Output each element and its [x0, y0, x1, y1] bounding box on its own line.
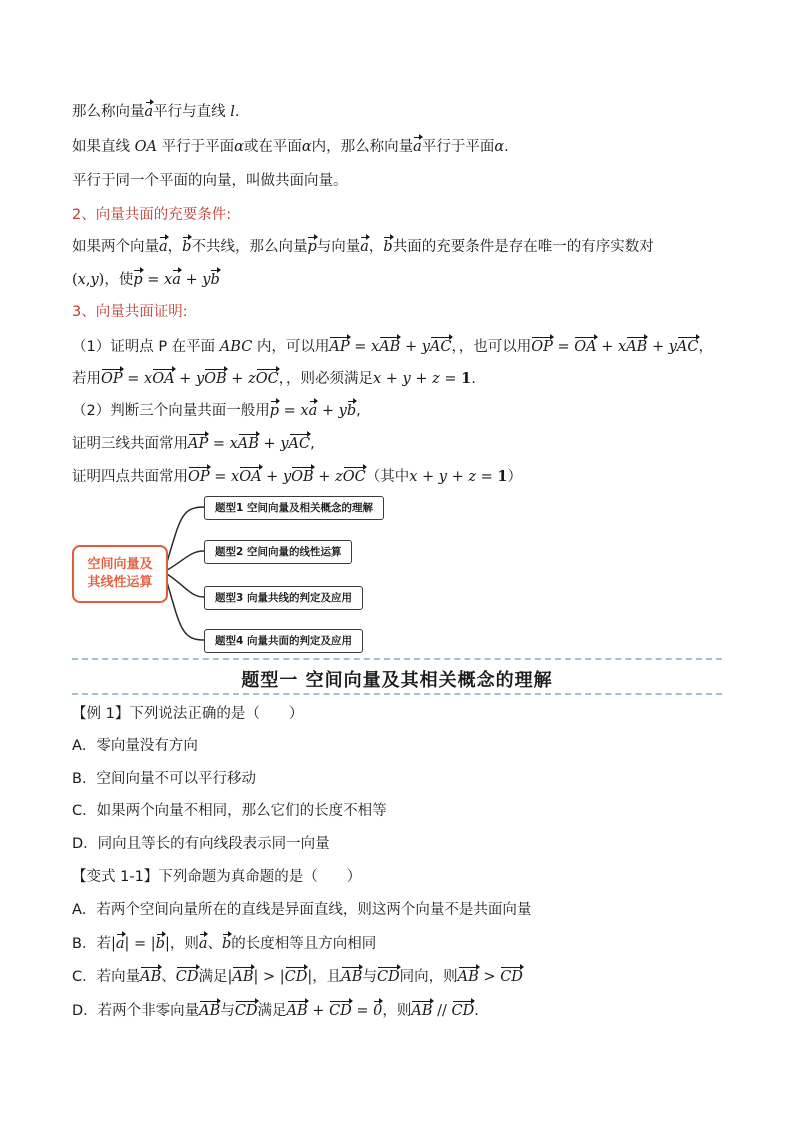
- text-line-8: （2）判断三个向量共面一般用p = xa + yb,: [72, 403, 361, 419]
- mindmap-center-node: [72, 545, 168, 603]
- text-line-10: 证明四点共面常用OP = xOA + yOB + zOC（其中x + y + z = 1）: [72, 468, 522, 485]
- text: 若用: [72, 371, 101, 387]
- text: 证明四点共面常用: [72, 469, 188, 485]
- text: ）: [507, 469, 522, 485]
- text: 平行于平面: [421, 139, 495, 155]
- text: （1）证明点 P 在平面: [72, 339, 216, 355]
- text: 的长度相等且方向相同: [231, 936, 377, 952]
- variant-1-1-option-c: C．若向量AB、CD满足|AB| > |CD|，且AB与CD同向，则AB > CD: [72, 969, 523, 985]
- text: C．若向量: [72, 969, 141, 985]
- example-1-option-c: C．如果两个向量不相同，那么它们的长度不相等: [72, 803, 387, 819]
- text: 不共线，那么向量: [191, 239, 308, 255]
- section-title: 题型一 空间向量及其相关概念的理解: [241, 670, 553, 691]
- mindmap-branch-4: 题型4 向量共面的判定及应用: [204, 629, 363, 653]
- heading-3: 3、向量共面证明:: [72, 304, 188, 320]
- text: （2）判断三个向量共面一般用: [72, 403, 270, 419]
- text: 与向量: [316, 239, 361, 255]
- text: 平行于平面: [161, 139, 235, 155]
- text: ，也可以用: [458, 339, 532, 355]
- text-line-9: 证明三线共面常用AP = xAB + yAC,: [72, 436, 315, 452]
- text: 与: [362, 969, 377, 985]
- mindmap-branch-1: 题型1 空间向量及相关概念的理解: [204, 496, 384, 520]
- text: 满足: [198, 969, 228, 985]
- text: ，则必须满足: [285, 371, 373, 387]
- text: ，则: [382, 1003, 412, 1019]
- text-line-3: 平行于同一个平面的向量，叫做共面向量。: [72, 173, 348, 189]
- text: 内，可以用: [256, 339, 330, 355]
- variant-1-1-question: 【变式 1-1】下列命题为真命题的是（ ）: [72, 869, 362, 885]
- text: D．若两个非零向量: [72, 1003, 200, 1019]
- text-line-5: (x,y)，使p = xa + yb: [72, 272, 220, 288]
- example-1-question: 【例 1】下列说法正确的是（ ）: [72, 706, 304, 722]
- text: 与: [220, 1003, 235, 1019]
- mindmap-branch-2: 题型2 空间向量的线性运算: [204, 540, 352, 564]
- text: ，则: [169, 936, 199, 952]
- mindmap-branch-3: 题型3 向量共线的判定及应用: [204, 586, 363, 610]
- variant-1-1-option-a: A．若两个空间向量所在的直线是异面直线，则这两个向量不是共面向量: [72, 902, 532, 918]
- example-1-option-b: B．空间向量不可以平行移动: [72, 771, 256, 787]
- text: 如果直线: [72, 139, 130, 155]
- section-divider-top: [72, 658, 722, 660]
- text-line-2: 如果直线 OA 平行于平面α或在平面α内，那么称向量a平行于平面α.: [72, 139, 509, 155]
- text: 或在平面: [243, 139, 302, 155]
- variant-1-1-option-d: D．若两个非零向量AB与CD满足AB + CD = 0，则AB // CD.: [72, 1003, 479, 1019]
- text: B．若: [72, 936, 111, 952]
- text: 内，那么称向量: [311, 139, 414, 155]
- text: 证明三线共面常用: [72, 436, 188, 452]
- text: 共面的充要条件是存在唯一的有序实数对: [392, 239, 654, 255]
- text-line-6: （1）证明点 P 在平面 ABC 内，可以用AP = xAB + yAC，，也可以用OP = OA + xAB + yAC，: [72, 339, 713, 355]
- text: ，且: [312, 969, 342, 985]
- text: 满足: [257, 1003, 287, 1019]
- text-line-1: 那么称向量a平行与直线 l.: [72, 104, 240, 120]
- example-1-option-d: D．同向且等长的有向线段表示同一向量: [72, 836, 330, 852]
- text: 那么称向量: [72, 104, 145, 120]
- text-line-4: 如果两个向量a，b不共线，那么向量p与向量a，b共面的充要条件是存在唯一的有序实数对: [72, 239, 654, 255]
- text: 平行与直线: [153, 104, 226, 120]
- text: 其线性运算: [87, 575, 153, 590]
- text: ，使: [104, 272, 134, 288]
- heading-2: 2、向量共面的充要条件:: [72, 207, 232, 223]
- text: 同向，则: [399, 969, 458, 985]
- text: 空间向量及: [87, 557, 153, 572]
- text-line-7: 若用OP = xOA + yOB + zOC，，则必须满足x + y + z = 1.: [72, 370, 476, 387]
- variant-1-1-option-b: B．若|a| = |b|，则a、b的长度相等且方向相同: [72, 936, 377, 952]
- section-divider-bottom: [72, 693, 722, 695]
- text: （其中: [365, 469, 410, 485]
- text: 如果两个向量: [72, 239, 159, 255]
- example-1-option-a: A．零向量没有方向: [72, 738, 198, 754]
